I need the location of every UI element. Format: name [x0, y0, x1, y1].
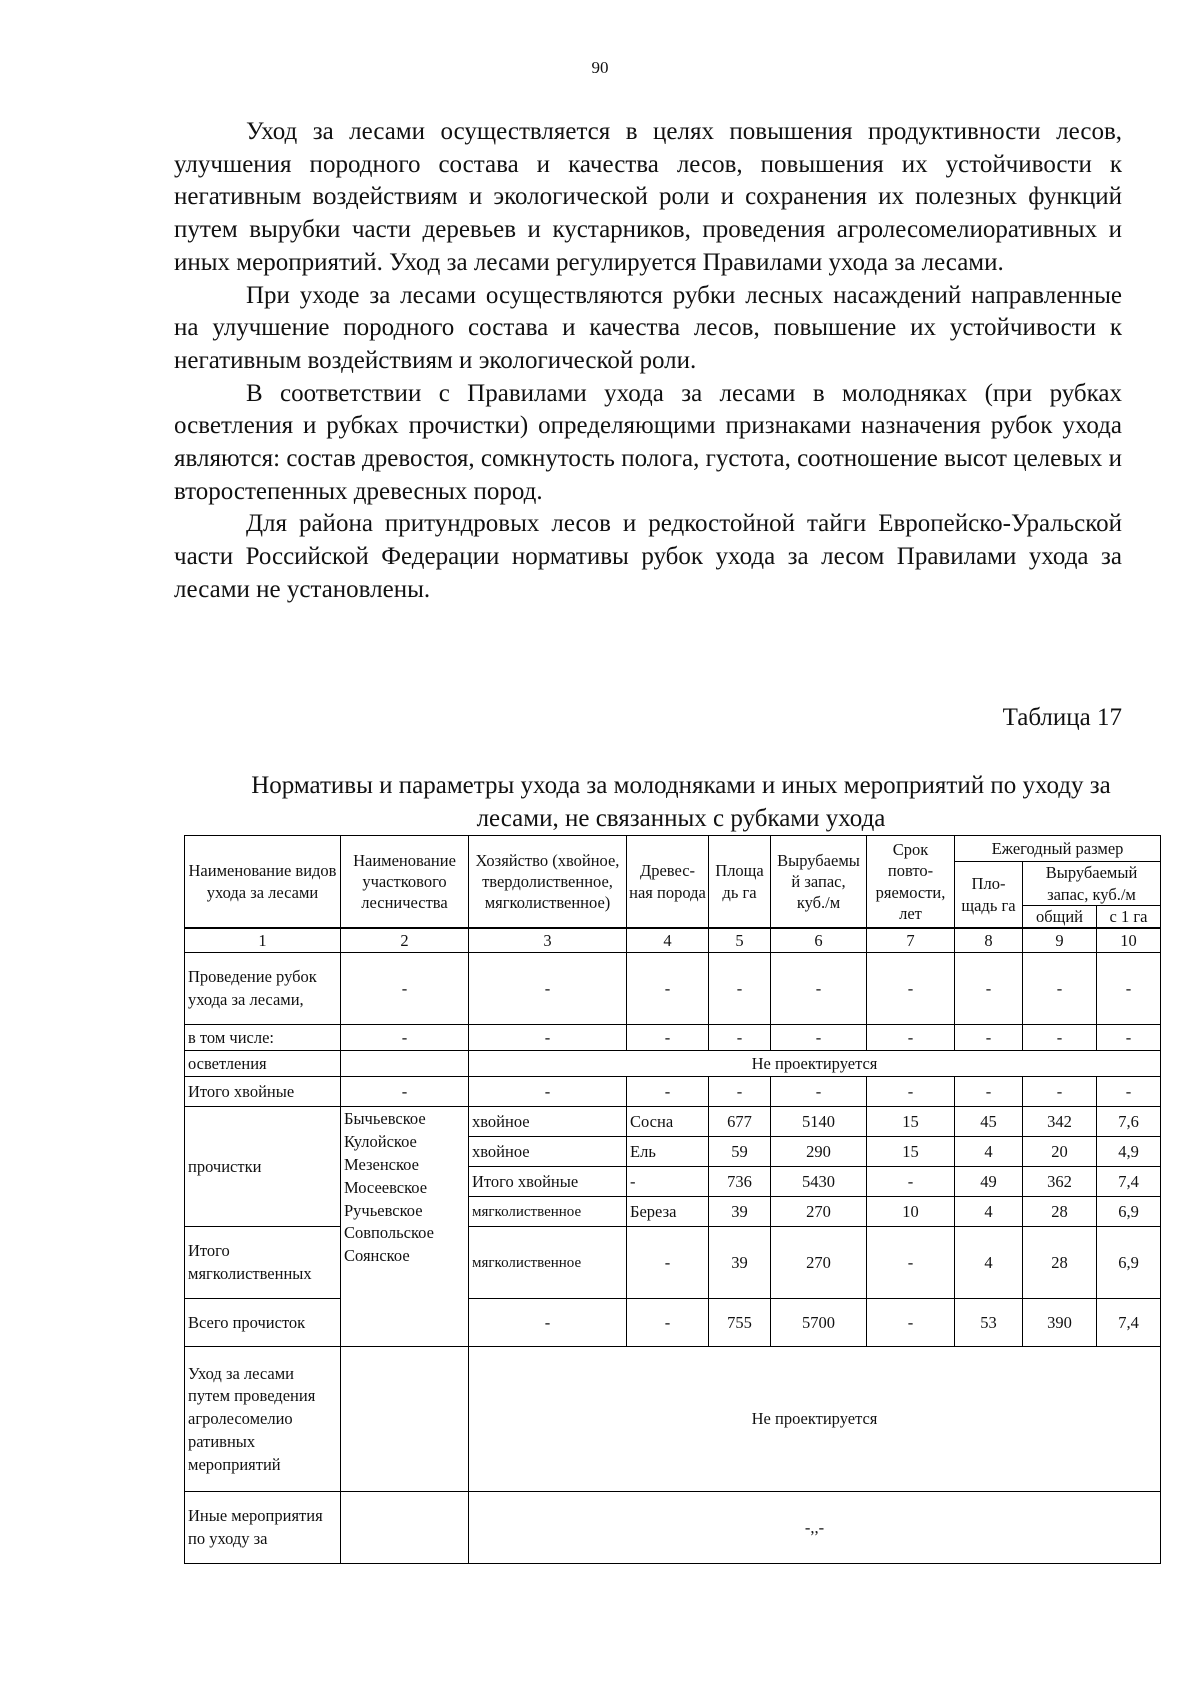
cell: 7,6 [1097, 1107, 1161, 1137]
header-repeat-period: Срок повто-ряемости, лет [867, 836, 955, 928]
cell: - [627, 1167, 709, 1197]
row-label: Уход за лесами путем проведения агролесомелио ративных мероприятий [185, 1347, 341, 1492]
cell: 6,9 [1097, 1227, 1161, 1299]
cell: 4,9 [1097, 1137, 1161, 1167]
header-forestry: Наименование участкового лесничества [341, 836, 469, 928]
cell: - [1023, 953, 1097, 1025]
cell: - [469, 953, 627, 1025]
cell: - [709, 953, 771, 1025]
cell: 390 [1023, 1299, 1097, 1347]
row-label: Проведение рубок ухода за лесами, [185, 953, 341, 1025]
cell: - [1097, 953, 1161, 1025]
cell: - [867, 1227, 955, 1299]
table-row [185, 1347, 1161, 1492]
cell: - [469, 1299, 627, 1347]
cell: 4 [955, 1227, 1023, 1299]
forestry-list: Бычьевское Кулойское Мезенское Мосеевское Ручьевское Совпольское Соянское [341, 1107, 469, 1347]
not-designed-cell: Не проектируется [469, 1051, 1161, 1077]
cell: 5140 [771, 1107, 867, 1137]
cell: 290 [771, 1137, 867, 1167]
header-annual-size: Ежегодный размер [955, 836, 1161, 862]
table-row [185, 1227, 1161, 1299]
ditto-cell: -,,- [469, 1492, 1161, 1564]
cell: Сосна [627, 1107, 709, 1137]
cell: - [709, 1025, 771, 1051]
cell: - [771, 953, 867, 1025]
cell: 39 [709, 1227, 771, 1299]
table-row [185, 1299, 1161, 1347]
body-text [174, 116, 1122, 607]
header-cut-per-ha: с 1 га [1097, 906, 1161, 928]
cell [341, 1492, 469, 1564]
cell: 4 [955, 1137, 1023, 1167]
cell: - [469, 1025, 627, 1051]
cell: 39 [709, 1197, 771, 1227]
row-label: в том числе: [185, 1025, 341, 1051]
header-economy: Хозяйство (хвойное, твердолиственное, мягколиственное) [469, 836, 627, 928]
cell: 5700 [771, 1299, 867, 1347]
table-row [185, 953, 1161, 1025]
cell: 5430 [771, 1167, 867, 1197]
table-row [185, 1107, 1161, 1137]
header-species: Древес-ная порода [627, 836, 709, 928]
cell: 28 [1023, 1227, 1097, 1299]
header-cut-stock: Вырубаемы й запас, куб./м [771, 836, 867, 928]
cell: - [867, 1299, 955, 1347]
paragraph: Уход за лесами осуществляется в целях повышения продуктивности лесов, улучшения породного состава и качества лесов, повышения их устойчивости к негативным воздействиям и экологической роли и сохранения их полезных функций путем вырубки части деревьев и кустарников, проведения агролесомелиоративных и иных мероприятий. Уход за лесами регулируется Правилами ухода за лесами. [174, 118, 1122, 276]
column-number: 4 [627, 929, 709, 953]
column-number: 5 [709, 929, 771, 953]
cell: 15 [867, 1107, 955, 1137]
cell: - [341, 953, 469, 1025]
cell: 49 [955, 1167, 1023, 1197]
cell: 7,4 [1097, 1299, 1161, 1347]
norms-table [184, 835, 1161, 1564]
table-row [185, 1051, 1161, 1077]
table-caption: Таблица 17 [1002, 704, 1122, 731]
header-cut-total: общий [1023, 906, 1097, 928]
cell: 362 [1023, 1167, 1097, 1197]
cell: - [1023, 1025, 1097, 1051]
cell: - [627, 1025, 709, 1051]
table-row [185, 1025, 1161, 1051]
table-title: Нормативы и параметры ухода за молодняками и иных мероприятий по уходу за лесами, не связанных с рубками ухода [251, 772, 1111, 832]
cell: 15 [867, 1137, 955, 1167]
header-annual-area: Пло-щадь га [955, 862, 1023, 928]
column-number: 2 [341, 929, 469, 953]
not-designed-cell: Не проектируется [469, 1347, 1161, 1492]
cell: - [867, 1167, 955, 1197]
cell [341, 1347, 469, 1492]
cell: 28 [1023, 1197, 1097, 1227]
cell: - [955, 1077, 1023, 1107]
cell: 20 [1023, 1137, 1097, 1167]
page-number: 90 [591, 58, 609, 77]
cell: хвойное [469, 1137, 627, 1167]
cell: - [955, 1025, 1023, 1051]
column-number: 3 [469, 929, 627, 953]
cell: 4 [955, 1197, 1023, 1227]
cell: 270 [771, 1197, 867, 1227]
header-annual-cut: Вырубаемый запас, куб./м [1023, 862, 1161, 906]
cell: - [627, 1299, 709, 1347]
cell: 677 [709, 1107, 771, 1137]
cell: 7,4 [1097, 1167, 1161, 1197]
cell: - [627, 1227, 709, 1299]
cell: Итого хвойные [469, 1167, 627, 1197]
cell: мягколиственное [469, 1197, 627, 1227]
cell: - [627, 1077, 709, 1107]
table-row [185, 1077, 1161, 1107]
cell: Ель [627, 1137, 709, 1167]
cell: хвойное [469, 1107, 627, 1137]
row-label: Итого мягколиственных [185, 1227, 341, 1299]
cell: мягколиственное [469, 1227, 627, 1299]
column-number: 10 [1097, 929, 1161, 953]
cell: - [955, 953, 1023, 1025]
cell: - [771, 1077, 867, 1107]
row-label: осветления [185, 1051, 341, 1077]
paragraph: Для района притундровых лесов и редкостойной тайги Европейско-Уральской части Российской Федерации нормативы рубок ухода за лесом Правилами ухода за лесами не установлены. [174, 510, 1122, 603]
table-row [185, 1492, 1161, 1564]
cell: - [771, 1025, 867, 1051]
paragraph: При уходе за лесами осуществляются рубки лесных насаждений направленные на улучшение породного состава и качества лесов, повышение их устойчивости к негативным воздействиям и экологической роли. [174, 281, 1122, 374]
row-label: прочистки [185, 1107, 341, 1227]
cell: 755 [709, 1299, 771, 1347]
column-number: 8 [955, 929, 1023, 953]
cell: Береза [627, 1197, 709, 1227]
cell: 10 [867, 1197, 955, 1227]
cell: 736 [709, 1167, 771, 1197]
cell [341, 1051, 469, 1077]
column-number: 1 [185, 929, 341, 953]
cell: 342 [1023, 1107, 1097, 1137]
cell: - [341, 1025, 469, 1051]
column-number: 6 [771, 929, 867, 953]
cell: - [867, 953, 955, 1025]
column-number: 9 [1023, 929, 1097, 953]
cell: 59 [709, 1137, 771, 1167]
cell: - [469, 1077, 627, 1107]
column-number: 7 [867, 929, 955, 953]
cell: - [341, 1077, 469, 1107]
cell: - [867, 1025, 955, 1051]
row-label: Итого хвойные [185, 1077, 341, 1107]
header-area: Площа дь га [709, 836, 771, 928]
cell: 53 [955, 1299, 1023, 1347]
paragraph: В соответствии с Правилами ухода за лесами в молодняках (при рубках осветления и рубках прочистки) определяющими признаками назначения рубок ухода являются: состав древостоя, сомкнутость полога, густота, соотношение высот целевых и второстепенных древесных пород. [174, 379, 1122, 505]
cell: - [1097, 1077, 1161, 1107]
cell: 6,9 [1097, 1197, 1161, 1227]
row-label: Иные мероприятия по уходу за [185, 1492, 341, 1564]
row-label: Всего прочисток [185, 1299, 341, 1347]
cell: - [627, 953, 709, 1025]
cell: - [1097, 1025, 1161, 1051]
header-care-type: Наименование видов ухода за лесами [185, 836, 341, 928]
cell: 270 [771, 1227, 867, 1299]
cell: - [709, 1077, 771, 1107]
cell: - [867, 1077, 955, 1107]
cell: 45 [955, 1107, 1023, 1137]
cell: - [1023, 1077, 1097, 1107]
